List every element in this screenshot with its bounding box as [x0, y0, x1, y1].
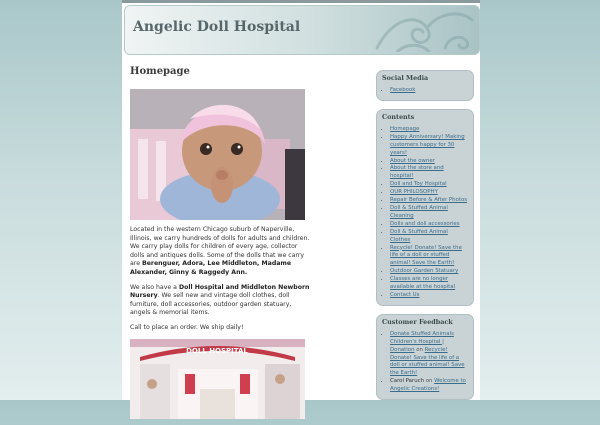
contents-title: Contents — [382, 112, 415, 121]
main-content — [130, 66, 310, 425]
top-border — [122, 0, 480, 3]
ornament-swirl-icon — [367, 8, 477, 52]
list-item — [390, 189, 468, 197]
list-item — [390, 197, 468, 205]
list-item — [390, 181, 468, 189]
list-item — [390, 205, 468, 221]
comment-on-text: on — [424, 378, 435, 385]
list-item — [390, 245, 468, 269]
list-item — [390, 268, 468, 276]
page-container — [122, 0, 480, 400]
comment-author-link[interactable]: Donate Stuffed Animals Children's Hospital | Donation — [390, 330, 454, 353]
sidebar — [376, 70, 474, 408]
brand-list: Berenguer, Adora, Lee Middleton, Madame Alexander, Ginny & Raggedy Ann. — [130, 260, 292, 276]
hospital-name: Doll Hospital and Middleton Newborn Nursery — [130, 283, 310, 300]
nav-link-philosophy[interactable]: OUR PHILOSOPHY — [390, 189, 438, 196]
nav-link-about-store[interactable]: About the store and hospital! — [390, 165, 444, 180]
list-item — [390, 221, 468, 229]
list-item — [390, 87, 468, 95]
list-item — [390, 331, 468, 378]
nav-link-contact[interactable]: Contact Us — [390, 291, 420, 298]
nav-link-recycle[interactable]: Recycle! Donate! Save the life of a doll or stuffed animal! Save the Earth! — [390, 244, 462, 267]
page-title: Homepage — [130, 66, 190, 77]
comment-author: Carol Paruch — [390, 378, 424, 385]
customer-feedback-widget — [376, 314, 474, 400]
nav-link-anniversary[interactable]: Happy Anniversary! Making customers happy for 30 years! — [390, 133, 465, 156]
list-item — [390, 134, 468, 158]
nav-link-doll-toy-hospital[interactable]: Doll and Toy Hospital — [390, 181, 447, 188]
social-media-widget — [376, 70, 474, 101]
social-media-title: Social Media — [382, 74, 429, 82]
list-item — [390, 229, 468, 245]
nav-link-cleaning[interactable]: Doll & Stuffed Animal Cleaning — [390, 204, 448, 219]
contents-widget — [376, 109, 474, 306]
nav-link-clothes[interactable]: Doll & Stuffed Animal Clothes — [390, 228, 448, 243]
list-item — [390, 378, 468, 394]
store-photo — [130, 339, 305, 419]
intro-paragraph: Located in the western Chicago suburb of Naperville, Illinois, we carry hundreds of dolls for adults and children. We carry play dolls for children of every age, collector dolls and antiques dolls. Some of the dolls that we carry are Berenguer, Adora, Lee Middleton, Madame Alexander, Ginny & Raggedy Ann. — [130, 226, 310, 276]
comment-on-text: on — [414, 346, 425, 353]
nav-link-garden-statuary[interactable]: Outdoor Garden Statuary — [390, 268, 459, 275]
nav-link-about-owner[interactable]: About the owner — [390, 157, 435, 164]
site-header — [124, 5, 480, 55]
nav-link-homepage[interactable]: Homepage — [390, 125, 420, 132]
hospital-paragraph: We also have a Doll Hospital and Middleton Newborn Nursery. We sell new and vintage doll clothes, doll furniture, doll accessories, outdoor garden statuary, angels & memorial items. — [130, 283, 310, 317]
nav-link-classes[interactable]: Classes are no longer available at the hospital — [390, 276, 456, 291]
list-item — [390, 165, 468, 181]
list-item — [390, 292, 468, 300]
comment-post-link[interactable]: Welcome to Angelic Creations! — [390, 378, 466, 393]
list-item — [390, 276, 468, 292]
order-paragraph: Call to place an order. We ship daily! — [130, 323, 244, 331]
facebook-link[interactable]: Facebook — [390, 87, 416, 93]
doll-photo — [130, 89, 305, 220]
nav-link-repair-photos[interactable]: Repair Before & After Photos — [390, 197, 468, 204]
list-item — [390, 126, 468, 134]
comment-post-link[interactable]: Recycle! Donate! Save the life of a doll or stuffed animal! Save the Earth! — [390, 346, 465, 377]
nav-link-dolls-accessories[interactable]: Dolls and doll accessories — [390, 220, 460, 227]
site-title-link[interactable]: Angelic Doll Hospital — [133, 19, 301, 35]
list-item — [390, 158, 468, 166]
customer-feedback-title: Customer Feedback — [382, 317, 453, 326]
store-sign: DOLL HOSPITAL — [186, 346, 248, 355]
